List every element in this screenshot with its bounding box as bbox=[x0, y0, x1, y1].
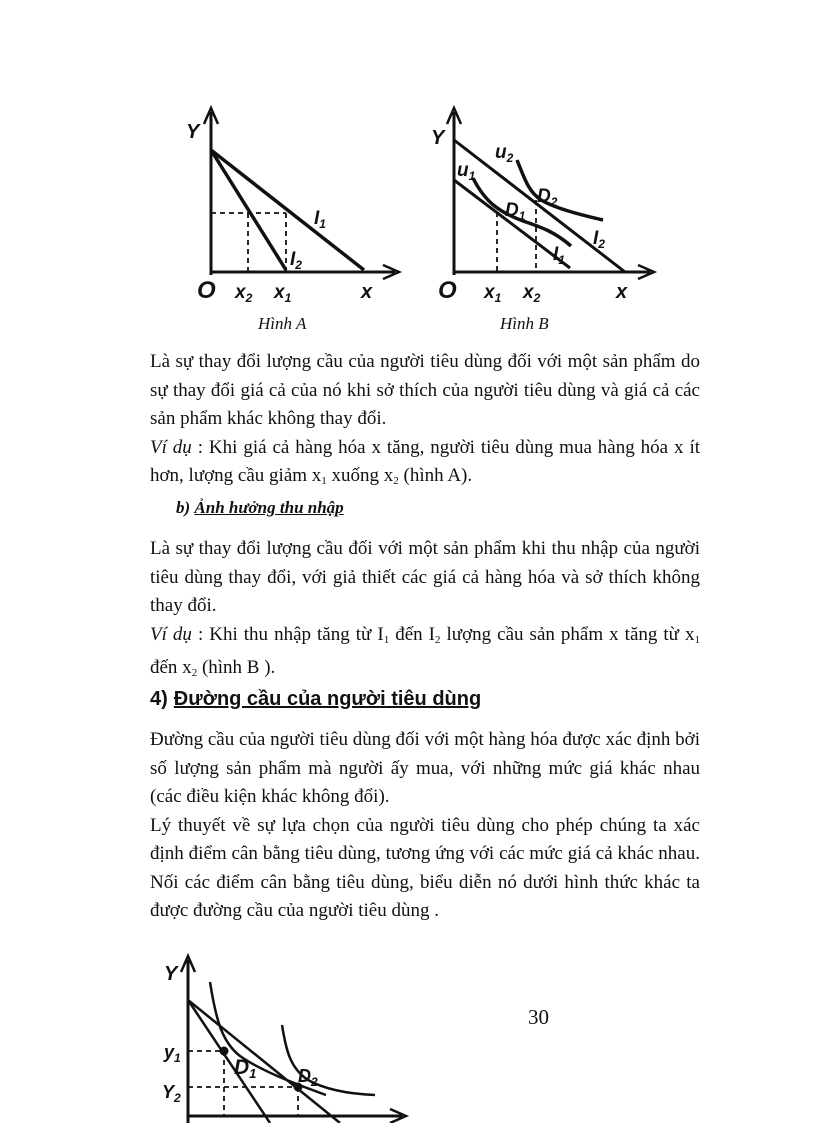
paragraph-consumer-choice: Lý thuyết về sự lựa chọn của người tiêu dùng cho phép chúng ta xác định điểm cân bằng tiêu dùng, tương ứng với các mức giá cả khác nhau. Nối các điểm cân bằng tiêu dùng, biểu diễn nó dưới hình thức khác ta được đường cầu của người tiêu dùng . bbox=[150, 814, 700, 921]
svg-text:u1: $u_1$ bbox=[457, 160, 476, 183]
paragraph-demand-definition: Đường cầu của người tiêu dùng đối với một hàng hóa được xác định bởi số lượng sản phẩm mà người ấy mua, với những mức giá khác nhau (các điều kiện khác không đổi). bbox=[150, 729, 700, 807]
svg-text:I1: $I_1$ bbox=[553, 244, 565, 267]
income-effect-section bbox=[150, 535, 700, 688]
svg-text:I2: $I_2$ bbox=[593, 228, 605, 251]
y2-label: Y bbox=[162, 1082, 175, 1102]
svg-text:x1: $x_1$ bbox=[484, 282, 502, 305]
budget-line-2 bbox=[188, 1000, 340, 1123]
x1-label: x bbox=[274, 282, 285, 303]
d1-label: D bbox=[234, 1056, 250, 1079]
figure-c bbox=[150, 950, 420, 1123]
svg-text:D1: D1 bbox=[234, 1056, 257, 1081]
section-heading-demand-curve: 4) Đường cầu của người tiêu dùng bbox=[150, 688, 482, 710]
page-number: 30 bbox=[528, 1005, 549, 1029]
svg-text:Y2: $Y_2$ bbox=[162, 1082, 181, 1105]
svg-text:I1: $I_1$ bbox=[314, 208, 326, 231]
figure-b bbox=[425, 100, 665, 310]
i2-label: I bbox=[290, 249, 296, 270]
x2-label: x bbox=[523, 282, 534, 303]
d1-label: D bbox=[505, 200, 519, 221]
svg-text:y1: $y_1$ bbox=[164, 1042, 181, 1065]
svg-text:D2: $D_2$ bbox=[298, 1066, 318, 1089]
svg-text:x1: $x_1$ bbox=[274, 282, 292, 305]
x1-label: x bbox=[484, 282, 495, 303]
y-label: Y bbox=[431, 127, 445, 149]
example-price-effect: Ví dụ : Khi giá cả hàng hóa x tăng, người tiêu dùng mua hàng hóa x ít hơn, lượng cầu giảm $x_1$ xuống $x_2$ (hình A). bbox=[150, 436, 700, 487]
indifference-curve-u2 bbox=[517, 160, 603, 220]
x2-label: x bbox=[235, 282, 246, 303]
svg-text:I2: $I_2$ bbox=[290, 249, 302, 272]
figure-a bbox=[180, 100, 410, 310]
caption-figure-a: Hình A bbox=[258, 314, 307, 333]
u1-label: u bbox=[457, 160, 469, 181]
svg-text:D1: $D_1$ bbox=[505, 200, 526, 223]
svg-text:u2: $u_2$ bbox=[495, 142, 514, 165]
y1-label: y bbox=[164, 1042, 175, 1062]
d2-label: D bbox=[537, 186, 551, 207]
u2-label: u bbox=[495, 142, 507, 163]
y-label: Y bbox=[164, 963, 178, 985]
i1-label: I bbox=[553, 244, 559, 265]
caption-figure-b: Hình B bbox=[500, 314, 549, 333]
paragraph-price-effect: Là sự thay đổi lượng cầu của người tiêu dùng đối với một sản phẩm do sự thay đổi giá cả của nó khi sở thích của người tiêu dùng và giá cả các sản phẩm khác không thay đổi. bbox=[150, 351, 700, 429]
i1-label: I bbox=[314, 208, 320, 229]
point-d1 bbox=[220, 1047, 229, 1056]
subheading-income-effect: b) Ảnh hưởng thu nhập bbox=[176, 498, 344, 517]
y-label: Y bbox=[186, 121, 200, 143]
svg-text:x2: $x_2$ bbox=[235, 282, 253, 305]
x-axis-label: x bbox=[616, 281, 628, 303]
origin-label: O bbox=[197, 277, 216, 304]
paragraph-income-effect: Là sự thay đổi lượng cầu đối với một sản phẩm khi thu nhập của người tiêu dùng thay đổi, với giả thiết các giá cả hàng hóa và sở thích không thay đổi. bbox=[150, 538, 700, 616]
x-axis-label: x bbox=[361, 281, 373, 303]
svg-text:x2: $x_2$ bbox=[523, 282, 541, 305]
demand-curve-section bbox=[150, 726, 700, 926]
d2-label: D bbox=[298, 1066, 311, 1086]
i2-label: I bbox=[593, 228, 599, 249]
svg-text:D2: $D_2$ bbox=[537, 186, 558, 209]
origin-label: O bbox=[438, 277, 457, 304]
example-income-effect: Ví dụ : Khi thu nhập tăng từ $I_1$ đến $I_2$ lượng cầu sản phẩm x tăng từ $x_1$ đến $x_2$ (hình B ). bbox=[150, 623, 700, 679]
budget-line-i1 bbox=[211, 150, 364, 270]
price-effect-section bbox=[150, 348, 700, 496]
budget-line-1 bbox=[188, 1000, 270, 1123]
